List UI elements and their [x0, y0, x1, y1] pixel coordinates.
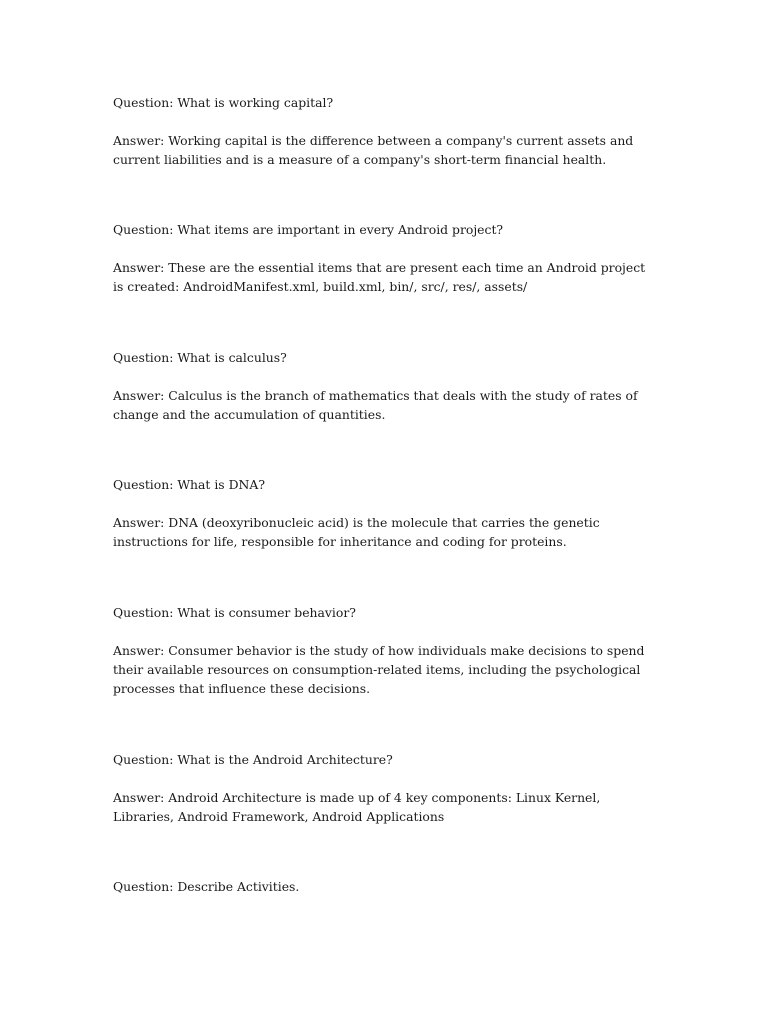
answer-text: Answer: Calculus is the branch of mathematics that deals with the study of rates of change and the accumulation of quantities. [113, 388, 638, 422]
qa-block [113, 877, 658, 896]
question-text: Question: What items are important in every Android project? [113, 222, 504, 237]
question-text: Question: What is consumer behavior? [113, 605, 356, 620]
qa-block [113, 220, 658, 296]
qa-block [113, 348, 658, 424]
answer-text: Answer: Working capital is the difference between a company's current assets and current liabilities and is a measure of a company's short-term financial health. [113, 133, 634, 167]
qa-block [113, 603, 658, 698]
answer-text: Answer: DNA (deoxyribonucleic acid) is the molecule that carries the genetic instructions for life, responsible for inheritance and coding for proteins. [113, 515, 600, 549]
question-text: Question: What is working capital? [113, 95, 334, 110]
qa-block [113, 750, 658, 826]
qa-block [113, 475, 658, 551]
question-text: Question: What is calculus? [113, 350, 287, 365]
question-text: Question: What is the Android Architecture? [113, 752, 393, 767]
answer-text: Answer: These are the essential items that are present each time an Android project is created: AndroidManifest.xml, build.xml, bin/, src/, res/, assets/ [113, 260, 646, 294]
answer-text: Answer: Consumer behavior is the study of how individuals make decisions to spend their available resources on consumption-related items, including the psychological processes that influence these decisions. [113, 643, 645, 696]
question-text: Question: What is DNA? [113, 477, 265, 492]
question-text: Question: Describe Activities. [113, 879, 300, 894]
qa-block [113, 93, 658, 169]
answer-text: Answer: Android Architecture is made up of 4 key components: Linux Kernel, Libraries, Android Framework, Android Applications [113, 790, 601, 824]
